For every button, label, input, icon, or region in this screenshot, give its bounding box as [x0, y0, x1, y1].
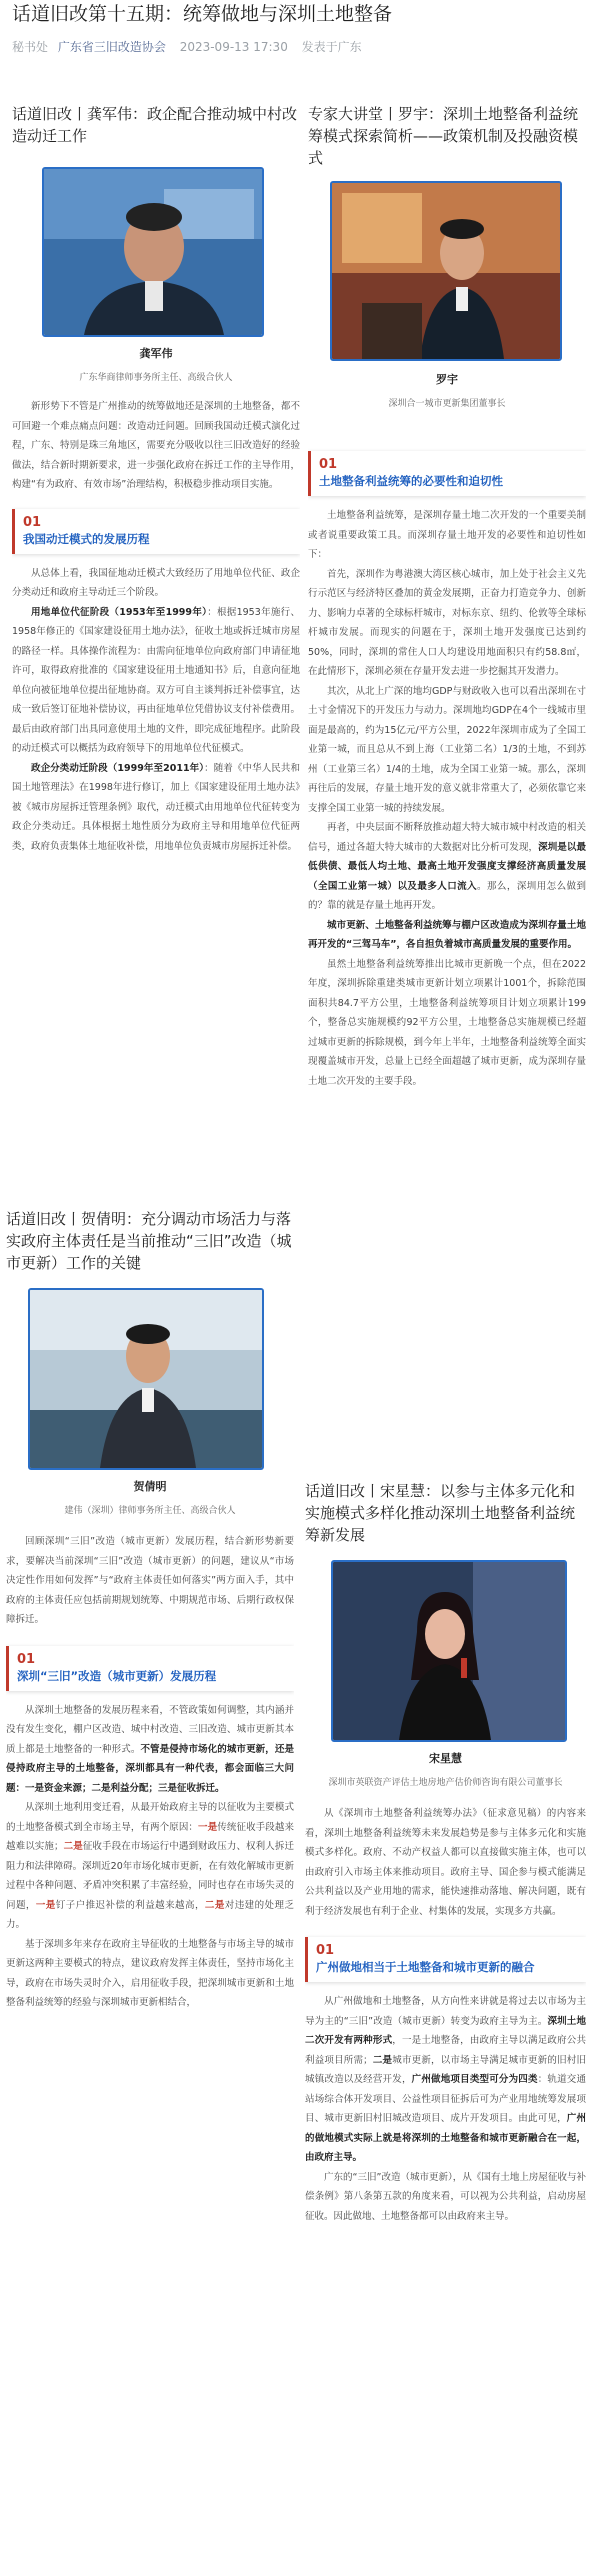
section-header: [6, 1646, 294, 1691]
speaker-name: 龚军伟: [139, 347, 173, 360]
section-header: [308, 451, 586, 496]
bold-phrase: 城市更新、土地整备利益统筹与棚户区改造成为深圳存量土地再开发的“三驾马车”，各自担负着城市高质量发展的重要作用。: [308, 919, 586, 950]
paragraph: [308, 916, 586, 955]
publisher-link[interactable]: 广东省三旧改造协会: [57, 40, 166, 54]
bold-phrase: 二是: [372, 2054, 393, 2066]
section-title: 深圳“三旧”改造（城市更新）发展历程: [17, 1668, 217, 1683]
fade-overlay: [6, 2493, 294, 2553]
paragraph-text: 从广州做地和土地整备，从方向性来讲就是将过去以市场为主导为主的“三旧”改造（城市更新）转变为政府主导为主。: [305, 1996, 586, 2027]
bold-phrase: 深圳土地二次开发有两种形式: [305, 2015, 586, 2046]
speaker-name: 宋星慧: [429, 1752, 462, 1765]
publish-location: 发表于广东: [301, 40, 362, 54]
publish-datetime: 2023-09-13 17:30: [179, 40, 288, 54]
paragraph: 基于深圳多年来存在政府主导征收的土地整备与市场主导的城市更新这两种主要模式的特点，建议政府发挥主体责任，坚持市场化主导，政府在市场失灵时介入，启用征收手段，把深圳城市更新和土地整备利益统筹的经验与深圳城市更新相结合，: [6, 1938, 294, 2008]
paragraph-text: 征收手段在市场运行中遇到财政压力、权利人拆迁阻力和法律障碍。深圳近20年市场化城市更新，在有效化解城市更新过程中各种问题、矛盾冲突积累了丰富经验，同时也存在市场失灵的问题，: [6, 1841, 294, 1911]
card-gong: [12, 103, 300, 1173]
paragraph-text: 对违建的处理乏力。: [6, 1899, 294, 1930]
fade-overlay: [308, 1253, 586, 1313]
highlight: 二是: [204, 1899, 225, 1911]
paragraph-text: ：根据1953年施行、1958年修正的《国家建设征用土地办法》，征收土地或拆迁城市房屋的路径一样。具体操作流程为：由需向征地单位向政府部门申请征地许可，取得政府批准的《国家建设征用土地通知书》后，自意向征地单位向被征地单位提出征地协商。双方可自主谈判拆迁补偿事宜，达成一致后签订征地补偿协议，再由征地单位凭借协议支付补偿费用。最后由政府部门出具同意使用土地的文件，即完成征地程序。此阶段的动迁模式可以概括为政府领导下的用地单位代征模式。: [12, 606, 300, 754]
speaker-name: 贺倩明: [133, 1480, 167, 1493]
highlight: 一是: [35, 1899, 56, 1911]
card-title: 话道旧改丨龚军伟：政企配合推动城中村改造动迁工作: [12, 105, 298, 145]
paragraph: [12, 603, 300, 759]
intro-paragraph: 新形势下不管是广州推动的统筹做地还是深圳的土地整备，都不可回避一个难点痛点问题：改造动迁问题。回顾我国动迁模式演化过程，广东、特别是珠三角地区，需要充分吸收以往三旧改造好的经验做法，结合新时期新要求，进一步强化政府在拆迁工作的主导作用，构建“有为政府、有效市场”治理结构，积极稳步推动项目实施。: [12, 401, 300, 490]
speaker-photo-image: [44, 169, 262, 335]
paragraph: [12, 759, 300, 857]
paragraph-text: 从深圳土地整备的发展历程来看，不管政策如何调整，其内涵并没有发生变化，棚户区改造、城中村改造、三旧改造、城市更新其本质上都是土地整备的一种形式。: [6, 1704, 294, 1755]
intro-paragraph: 回顾深圳“三旧”改造（城市更新）发展历程，结合新形势新要求，要解决当前深圳“三旧”改造（城市更新）的问题，建议从“市场决定性作用如何发挥”与“政府主体责任如何落实”两方面入手，其中政府的主体责任应包括前期规划统筹、中期规范市场、后期行政权保障拆迁。: [6, 1536, 294, 1625]
speaker-name: 罗宇: [436, 373, 458, 386]
bold-phrase: 深圳是以最低供债、最低人均土地、最高土地开发强度支撑经济高质量发展（全国工业第一城）以及最多人口流入: [308, 841, 586, 892]
speaker-photo-image: [30, 1290, 262, 1468]
bold-phrase: 广州的做地模式实际上就是将深圳的土地整备和城市更新融合在一起，由政府主导。: [305, 2113, 586, 2163]
article-title: 话道旧改第十五期：统筹做地与深圳土地整备: [12, 3, 393, 25]
paragraph-text: 从深圳土地利用变迁看，从最开始政府主导的以征收为主要模式的土地整备模式到全市场主导，有两个原因：: [6, 1802, 294, 1833]
paragraph-text: 再者，中央层面不断释放推动超大特大城市城中村改造的相关信号，通过各超大特大城市的大数据对比分析可发现，: [308, 822, 586, 853]
paragraph: 虽然土地整备利益统筹推出比城市更新晚一个点，但在2022年度，深圳拆除重建类城市更新计划立项累计1001个，拆除范围面积共84.7平方公里，土地整备利益统筹项目计划立项累计199个，整备总实施规模约92平方公里，土地整备总实施规模已经超过城市更新的拆除规模，到今年上半年，土地整备利益统筹全面实现覆盖城市开发，总量上已经全面超越了城市更新，成为深圳存量土地二次开发的主要手段。: [308, 958, 586, 1087]
paragraph: [6, 1701, 294, 1799]
paragraph-text: ，一是土地整备，由政府主导以满足政府公共利益项目所需；: [305, 2035, 586, 2066]
paragraph: 广东的“三旧”改造（城市更新），从《国有土地上房屋征收与补偿条例》第八条第五款的角度来看，可以视为公共利益，启动房屋征收。因此做地、土地整备都可以由政府来主导。: [305, 2171, 586, 2222]
section-title: 我国动迁模式的发展历程: [23, 531, 150, 546]
paragraph: [6, 1798, 294, 1935]
section-number: 01: [316, 1943, 335, 1958]
card-title: 话道旧改丨贺倩明：充分调动市场活力与落实政府主体责任是当前推动“三旧”改造（城市更新）工作的关键: [6, 1210, 292, 1272]
speaker-role: 深圳合一城市更新集团董事长: [388, 399, 506, 409]
card-song: [305, 1480, 586, 2555]
speaker-photo-image: [333, 1562, 565, 1740]
speaker-photo: [28, 1288, 264, 1470]
card-he: [6, 1208, 294, 2553]
card-luo: [308, 103, 586, 1313]
section-number: 01: [17, 1651, 36, 1667]
section-title: 广州做地相当于土地整备和城市更新的融合: [316, 1960, 535, 1974]
section-title: 土地整备利益统筹的必要性和迫切性: [319, 474, 503, 488]
highlight: 二是: [63, 1841, 83, 1852]
speaker-photo: [42, 167, 264, 337]
paragraph-text: 钉子户推迟补偿的利益越来越高，: [55, 1899, 205, 1911]
card-title: 话道旧改丨宋星慧：以参与主体多元化和实施模式多样化推动深圳土地整备利益统筹新发展: [305, 1482, 576, 1544]
speaker-photo: [330, 181, 562, 361]
section-header: [12, 509, 300, 554]
section-header: [305, 1937, 586, 1982]
paragraph: 其次，从北上广深的地均GDP与财政收入也可以看出深圳在寸土寸金情况下的开发压力与动力。深圳地均GDP在4个一线城市里面是最高的，约为15亿元/平方公里，2022年深圳市成为了全国工业第一城，而且总从不到上海（工业第二名）1/3的土地，不到苏州（工业第三名）1/4的土地，成为全国工业第一城。那么，深圳再往后的发展，存量土地开发的意义就非常重大了，必须依靠它来支撑全国工业第一城的持续发展。: [308, 685, 586, 814]
speaker-role: 深圳市英联资产评估土地房地产估价师咨询有限公司董事长: [328, 1778, 563, 1788]
paragraph: [308, 818, 586, 916]
paragraph-text: 城市更新，以市场主导满足城市更新的旧村旧城镇改造以及经营开发，: [305, 2054, 586, 2085]
speaker-role: 广东华商律师事务所主任、高级合伙人: [79, 373, 233, 383]
paragraph: 从总体上看，我国征地动迁模式大致经历了用地单位代征、政企分类动迁和政府主导动迁三个阶段。: [12, 567, 300, 598]
bold-phrase: 不管是侵持市场化的城市更新，还是侵持政府主导的土地整备，深圳都具有一种代表，都会面临三大问题：一是资金来源；二是利益分配；三是征收拆迁。: [6, 1743, 294, 1794]
source-label: 秘书处: [12, 40, 49, 54]
paragraph: 首先，深圳作为粤港澳大湾区核心城市，加上处于社会主义先行示范区与经济特区叠加的黄金发展期，正奋力打造竞争力、创新力、影响力卓著的全球标杆城市，对标东京、纽约、伦敦等全球标杆城市发展。而现实的问题在于，深圳土地开发强度已达到约50%，同时，深圳的常住人口人均建设用地面积只有约58.8㎡，在此情形下，深圳必须在存量开发去进一步挖掘其开发潜力。: [308, 568, 586, 677]
bold-phrase: 广州做地项目类型可分为四类: [411, 2074, 538, 2085]
paragraph-text: 传统征收手段越来越难以实施；: [6, 1821, 294, 1852]
paragraph-text: ：轨道交通站场综合体开发项目、公益性项目征拆后可为产业用地统筹发展项目、城市更新旧村旧城改造项目、成片开发项目。由此可见，: [305, 2074, 586, 2124]
fade-overlay: [12, 1113, 300, 1173]
paragraph-text: ：随着《中华人民共和国土地管理法》在1998年进行修订，加上《国家建设征用土地办法》被《城市房屋拆迁管理条例》取代，动迁模式由用地单位代征转变为政企分类动迁。具体根据土地性质分为政府主导和用地单位代征两类，政府负责集体土地征收补偿，用地单位负责城市房屋拆迁补偿。: [12, 762, 300, 852]
section-number: 01: [23, 514, 42, 530]
paragraph: [305, 1992, 586, 2168]
paragraph-text: 。那么，深圳用怎么做到的？靠的就是存量土地再开发。: [308, 880, 586, 911]
card-title: 专家大讲堂丨罗宇：深圳土地整备利益统筹模式探索简析——政策机制及投融资模式: [308, 105, 579, 167]
speaker-role: 建伟（深圳）律师事务所主任、高级合伙人: [64, 1506, 236, 1516]
paragraph: 土地整备利益统筹，是深圳存量土地二次开发的一个重要美制或者说重要政策工具。而深圳存量土地开发的必要性和迫切性如下：: [308, 510, 586, 560]
intro-paragraph: 从《深圳市土地整备利益统筹办法》（征求意见稿）的内容来看，深圳土地整备利益统筹未来发展趋势是参与主体多元化和实施模式多样化。政府、不动产权益人都可以直接做实施主体，也可以由政府引入市场主体来推动项目。政府主导、国企参与模式能满足公共利益以及产业用地的需求，能快速推动落地、解决问题，既有利于经济发展也有利于企业、村集体的发展，实现多方共赢。: [305, 1808, 586, 1917]
section-number: 01: [319, 457, 338, 472]
speaker-photo-image: [332, 183, 560, 359]
bold-phrase: 用地单位代征阶段（1953年至1999年）: [31, 606, 208, 618]
article-meta: [12, 38, 584, 55]
bold-phrase: 政企分类动迁阶段（1999年至2011年）: [31, 762, 205, 774]
speaker-photo: [331, 1560, 567, 1742]
highlight: 一是: [198, 1821, 218, 1833]
